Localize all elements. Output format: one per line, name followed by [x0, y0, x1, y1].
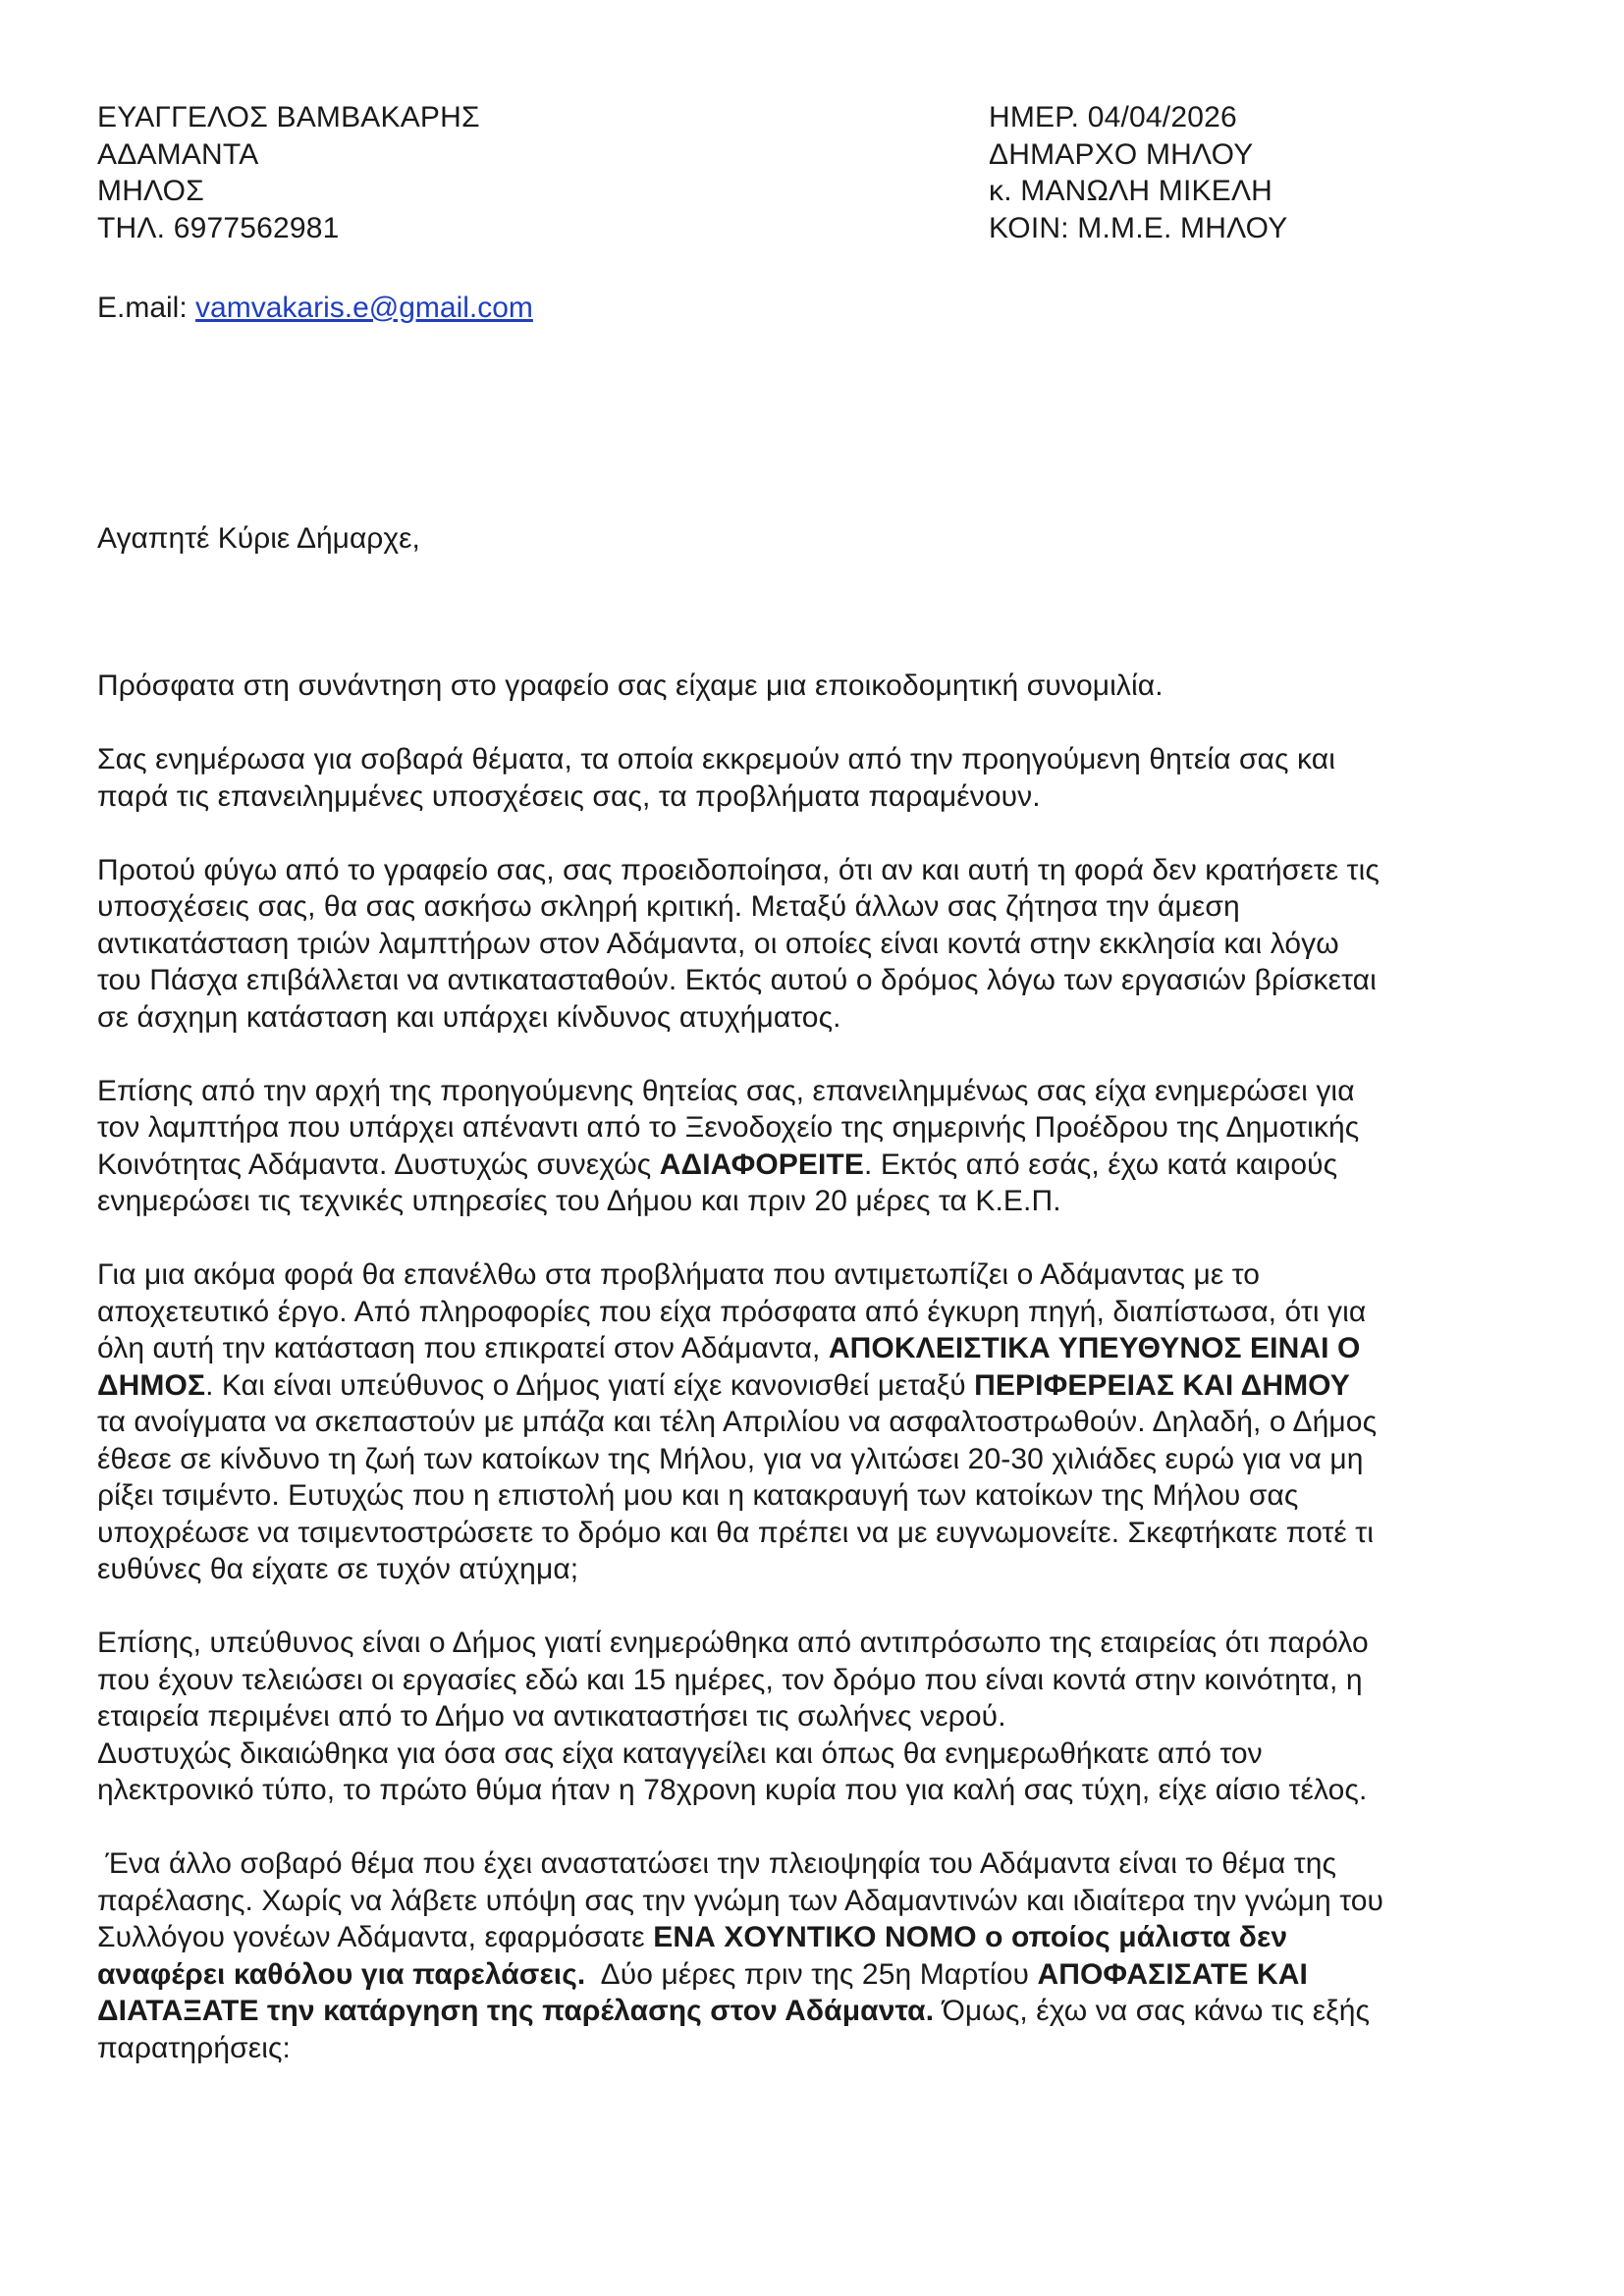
body-line: τα ανοίγματα να σκεπαστούν με μπάζα και τέλη Απριλίου να ασφαλτοστρωθούν. Δηλαδή, ο Δήμος [97, 1406, 1378, 1438]
body-line: Πρόσφατα στη συνάντηση στο γραφείο σας είχαμε μια εποικοδομητική συνομιλία. [97, 669, 1164, 702]
text-run: όλη αυτή την κατάσταση που επικρατεί στον Αδάμαντα, [97, 1332, 829, 1364]
paragraph-4 [97, 1073, 1541, 1220]
bold-text-run: αναφέρει καθόλου για παρελάσεις. [97, 1957, 586, 1991]
bold-text-run: ΠΕΡΙΦΕΡΕΙΑΣ ΚΑΙ ΔΗΜΟΥ [974, 1368, 1350, 1402]
body-line: παρά τις επανειλημμένες υποσχέσεις σας, τα προβλήματα παραμένουν. [97, 779, 1041, 813]
body-line: υποχρέωσε να τσιμεντοστρώσετε το δρόμο και θα πρέπει να με ευγνωμονείτε. Σκεφτήκατε ποτέ τι [97, 1516, 1375, 1549]
body-line: εταιρεία περιμένει από το Δήμο να αντικαταστήσει τις σωλήνες νερού. [97, 1700, 1006, 1733]
text-run: . Εκτός από εσάς, έχω κατά καιρούς [863, 1148, 1338, 1181]
bold-text-run: ΔΙΑΤΑΞΑΤΕ την κατάργηση της παρέλασης στον Αδάμαντα. [97, 1995, 935, 2027]
text-run: Όμως, έχω να σας κάνω τις εξής [934, 1995, 1371, 2027]
body-line: Σας ενημέρωσα για σοβαρά θέματα, τα οποία εκκρεμούν από την προηγούμενη θητεία σας και [97, 743, 1335, 775]
sender-phone: ΤΗΛ. 6977562981 [97, 211, 340, 244]
body-line: ενημερώσει τις τεχνικές υπηρεσίες του Δήμου και πριν 20 μέρες τα Κ.Ε.Π. [97, 1185, 1061, 1217]
body-line: Δυστυχώς δικαιώθηκα για όσα σας είχα καταγγείλει και όπως θα ενημερωθήκατε από τον [97, 1736, 1263, 1770]
recipient-name: κ. ΜΑΝΩΛΗ ΜΙΚΕΛΗ [989, 175, 1273, 207]
sender-island: ΜΗΛΟΣ [97, 175, 204, 207]
body-line [97, 1367, 1541, 1405]
letter-body [97, 667, 1541, 2066]
body-line: τον λαμπτήρα που υπάρχει απέναντι από το Ξενοδοχείο της σημερινής Προέδρου της Δημοτικής [97, 1111, 1360, 1144]
body-line [97, 1147, 1541, 1184]
paragraph-1 [97, 667, 1541, 705]
body-line: σε άσχημη κατάσταση και υπάρχει κίνδυνος ατυχήματος. [97, 1000, 841, 1034]
sender-place: ΑΔΑΜΑΝΤΑ [97, 137, 259, 171]
text-run: Συλλόγου γονέων Αδάμαντα, εφαρμόσατε [97, 1921, 654, 1953]
body-line [97, 1993, 1541, 2030]
body-line: του Πάσχα επιβάλλεται να αντικατασταθούν. Εκτός αυτού ο δρόμος λόγω των εργασιών βρίσκεται [97, 964, 1377, 996]
greeting: Αγαπητέ Κύριε Δήμαρχε, [97, 522, 420, 555]
paragraph-3 [97, 852, 1541, 1037]
body-line [97, 1956, 1541, 1994]
email-label: E.mail: [97, 292, 196, 324]
body-line: που έχουν τελειώσει οι εργασίες εδώ και 15 ημέρες, τον δρόμο που είναι κοντά στην κοινότητα, η [97, 1663, 1363, 1696]
bold-text-run: ΔΗΜΟΣ [97, 1368, 206, 1402]
body-line: Επίσης, υπεύθυνος είναι ο Δήμος γιατί ενημερώθηκα από αντιπρόσωπο της εταιρείας ότι παρόλο [97, 1627, 1369, 1659]
bold-text-run: ΑΠΟΦΑΣΙΣΑΤΕ ΚΑΙ [1037, 1957, 1308, 1991]
recipient-block [989, 99, 1287, 246]
body-line: έθεσε σε κίνδυνο τη ζωή των κατοίκων της Μήλου, για να γλιτώσει 20-30 χιλιάδες ευρώ για να μη [97, 1442, 1364, 1475]
bold-text-run: ΕΝΑ ΧΟΥΝΤΙΚΟ ΝΟΜΟ ο οποίος μάλιστα δεν [653, 1921, 1288, 1953]
body-line: αντικατάσταση τριών λαμπτήρων στον Αδάμαντα, οι οποίες είναι κοντά στην εκκλησία και λόγω [97, 927, 1339, 960]
body-line: Για μια ακόμα φορά θα επανέλθω στα προβλήματα που αντιμετωπίζει ο Αδάμαντας με το [97, 1258, 1261, 1291]
bold-text-run: ΑΠΟΚΛΕΙΣΤΙΚΑ ΥΠΕΥΘΥΝΟΣ ΕΙΝΑΙ Ο [828, 1332, 1361, 1364]
body-line: ευθύνες θα είχατε σε τυχόν ατύχημα; [97, 1553, 579, 1585]
text-run: . Και είναι υπεύθυνος ο Δήμος γιατί είχε κανονισθεί μεταξύ [205, 1368, 975, 1402]
sender-name: ΕΥΑΓΓΕΛΟΣ ΒΑΜΒΑΚΑΡΗΣ [97, 101, 480, 133]
email-link[interactable]: vamvakaris.e@gmail.com [195, 292, 533, 324]
body-line: Ένα άλλο σοβαρό θέμα που έχει αναστατώσει την πλειοψηφία του Αδάμαντα είναι το θέμα της [97, 1847, 1337, 1880]
bold-text-run: ΑΔΙΑΦΟΡΕΙΤΕ [659, 1148, 864, 1181]
body-line [97, 1330, 1541, 1367]
paragraph-5 [97, 1256, 1541, 1588]
recipient-title: ΔΗΜΑΡΧΟ ΜΗΛΟΥ [989, 137, 1254, 171]
body-line: παρατηρήσεις: [97, 2031, 291, 2064]
sender-email-line [97, 290, 533, 327]
sender-block [97, 99, 480, 246]
text-run: Δύο μέρες πριν της 25η Μαρτίου [585, 1957, 1038, 1991]
paragraph-7 [97, 1845, 1541, 2066]
body-line: αποχετευτικό έργο. Από πληροφορίες που είχα πρόσφατα από έγκυρη πηγή, διαπίστωσα, ότι για [97, 1295, 1367, 1328]
body-line: ηλεκτρονικό τύπο, το πρώτο θύμα ήταν η 78χρονη κυρία που για καλή σας τύχη, είχε αίσιο τέλος. [97, 1774, 1368, 1806]
body-line: παρέλασης. Χωρίς να λάβετε υπόψη σας την γνώμη των Αδαμαντινών και ιδιαίτερα την γνώμη του [97, 1884, 1384, 1917]
body-line [97, 1919, 1541, 1956]
paragraph-6 [97, 1625, 1541, 1809]
body-line: Επίσης από την αρχή της προηγούμενης θητείας σας, επανειλημμένως σας είχα ενημερώσει για [97, 1074, 1355, 1107]
paragraph-2 [97, 741, 1541, 815]
letter-date: ΗΜΕΡ. 04/04/2026 [989, 101, 1237, 133]
body-line: ρίξει τσιμέντο. Ευτυχώς που η επιστολή μου και η κατακραυγή των κατοίκων της Μήλου σας [97, 1479, 1299, 1512]
body-line: υποσχέσεις σας, θα σας ασκήσω σκληρή κριτική. Μεταξύ άλλων σας ζήτησα την άμεση [97, 890, 1240, 923]
body-line: Προτού φύγω από το γραφείο σας, σας προειδοποίησα, ότι αν και αυτή τη φορά δεν κρατήσετε τις [97, 853, 1380, 886]
recipient-cc: ΚΟΙΝ: Μ.Μ.Ε. ΜΗΛΟΥ [989, 211, 1288, 244]
text-run: Κοινότητας Αδάμαντα. Δυστυχώς συνεχώς [97, 1148, 660, 1181]
